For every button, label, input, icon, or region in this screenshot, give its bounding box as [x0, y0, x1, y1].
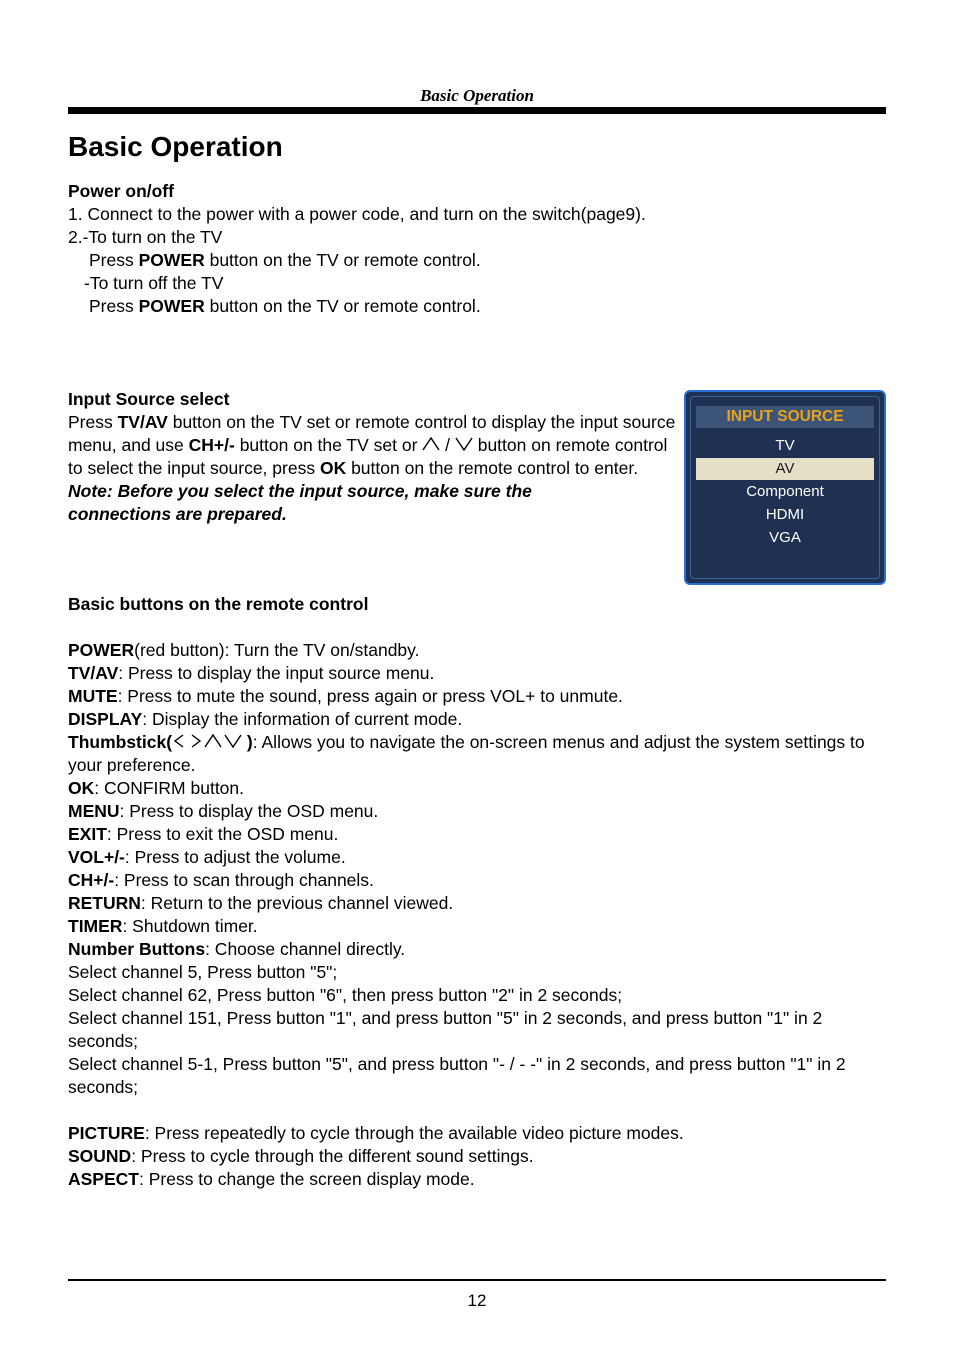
- power-section: [68, 180, 886, 318]
- power-on-rest: button on the TV or remote control.: [204, 250, 481, 270]
- key-label: TV/AV: [68, 663, 119, 683]
- key-label: PICTURE: [68, 1123, 145, 1143]
- key-label: CH+/-: [68, 870, 115, 890]
- key-label: OK: [68, 778, 95, 798]
- running-header: Basic Operation: [420, 86, 534, 105]
- key-description: : Press to change the screen display mode.: [138, 1169, 475, 1189]
- chevron-left-icon: [172, 733, 186, 749]
- input-note: Note: Before you select the input source, make sure the connections are prepared.: [68, 481, 532, 524]
- footer-rule: [68, 1279, 886, 1281]
- key-description: : Press to display the input source menu.: [118, 663, 435, 683]
- ch-key: CH+/-: [188, 435, 235, 455]
- chevron-up-icon: [422, 436, 440, 452]
- remote-heading: Basic buttons on the remote control: [68, 594, 369, 614]
- remote-entry: [68, 777, 886, 800]
- key-label: ASPECT: [68, 1169, 139, 1189]
- key-label: ): [242, 732, 253, 752]
- key-description: : Press repeatedly to cycle through the available video picture modes.: [144, 1123, 684, 1143]
- power-key: POWER: [138, 250, 205, 270]
- remote-entry: [68, 662, 886, 685]
- input-text-3: button on the TV set or: [234, 435, 423, 455]
- remote-entry: [68, 846, 886, 869]
- remote-entry: [68, 1168, 886, 1191]
- remote-entry: [68, 685, 886, 708]
- input-source-menu: [684, 390, 886, 585]
- input-text-4: button on remote control to select the input source, press: [68, 435, 668, 478]
- remote-entry: [68, 800, 886, 823]
- key-label: VOL+/-: [68, 847, 125, 867]
- menu-item-vga[interactable]: VGA: [769, 529, 801, 546]
- key-description: : Press to adjust the volume.: [124, 847, 346, 867]
- menu-title: INPUT SOURCE: [696, 406, 874, 428]
- spacer: [68, 1099, 886, 1122]
- number-example: Select channel 5, Press button "5";: [68, 962, 338, 982]
- key-description: (red button): Turn the TV on/standby.: [134, 640, 420, 660]
- remote-entry: [68, 892, 886, 915]
- key-description: : Press to cycle through the different sound settings.: [131, 1146, 534, 1166]
- power-line-5: [68, 295, 886, 318]
- input-heading: Input Source select: [68, 389, 230, 409]
- key-label: EXIT: [68, 824, 107, 844]
- power-line-3: [68, 249, 886, 272]
- chevron-up-icon: [204, 733, 224, 749]
- menu-item-hdmi[interactable]: HDMI: [765, 506, 805, 523]
- remote-section: [68, 593, 886, 1191]
- remote-entry: [68, 938, 886, 961]
- key-label: MENU: [68, 801, 120, 821]
- spacer: [68, 616, 886, 639]
- page-title: Basic Operation: [68, 131, 283, 162]
- number-example: Select channel 5-1, Press button "5", and press button "- / - -" in 2 seconds, and press button "1" in 2 seconds;: [68, 1054, 846, 1097]
- remote-entry: [68, 869, 886, 892]
- power-line-2: 2.-To turn on the TV: [68, 227, 223, 247]
- key-description: : Press to scan through channels.: [114, 870, 374, 890]
- menu-item-component[interactable]: Component: [746, 483, 824, 500]
- remote-entry: [68, 1145, 886, 1168]
- input-source-section: [68, 388, 678, 526]
- key-description: : Press to exit the OSD menu.: [106, 824, 339, 844]
- key-label: RETURN: [68, 893, 141, 913]
- tvav-key: TV/AV: [117, 412, 168, 432]
- input-text-2: button on the TV set or remote control to display the input source menu, and use: [68, 412, 676, 455]
- key-label: Number Buttons: [68, 939, 206, 959]
- menu-item-tv[interactable]: TV: [775, 437, 795, 454]
- menu-item-av[interactable]: AV: [696, 458, 874, 480]
- power-heading: Power on/off: [68, 181, 174, 201]
- key-label: DISPLAY: [68, 709, 143, 729]
- input-text-1: Press: [68, 412, 118, 432]
- header-rule: [68, 107, 886, 114]
- power-off-rest: button on the TV or remote control.: [204, 296, 481, 316]
- key-description: : Press to mute the sound, press again or press VOL+ to unmute.: [117, 686, 623, 706]
- input-text-5: button on the remote control to enter.: [346, 458, 639, 478]
- key-description: : Press to display the OSD menu.: [119, 801, 379, 821]
- chevron-down-icon: [224, 733, 242, 749]
- power-line-4: -To turn off the TV: [84, 273, 224, 293]
- remote-entry: [68, 639, 886, 662]
- chevron-down-icon: [455, 436, 473, 452]
- ok-key: OK: [319, 458, 347, 478]
- remote-entry: [68, 708, 886, 731]
- press-text: Press: [89, 250, 139, 270]
- remote-entry: [68, 915, 886, 938]
- key-description: : Display the information of current mode.: [142, 709, 463, 729]
- remote-entry: [68, 823, 886, 846]
- key-label: POWER: [68, 640, 135, 660]
- remote-entry-thumbstick: [68, 731, 886, 777]
- page-number: 12: [467, 1291, 487, 1310]
- key-description: : CONFIRM button.: [94, 778, 245, 798]
- power-key: POWER: [138, 296, 205, 316]
- number-example: Select channel 62, Press button "6", then press button "2" in 2 seconds;: [68, 985, 623, 1005]
- key-description: : Allows you to navigate the on-screen menus and adjust the system settings to your preference.: [68, 732, 865, 775]
- press-text: Press: [89, 296, 139, 316]
- chevron-right-icon: [186, 733, 204, 749]
- number-example: Select channel 151, Press button "1", and press button "5" in 2 seconds, and press button "1" in 2 seconds;: [68, 1008, 823, 1051]
- key-label: Thumbstick(: [68, 732, 173, 752]
- key-label: SOUND: [68, 1146, 132, 1166]
- key-description: : Choose channel directly.: [205, 939, 406, 959]
- slash-text: /: [440, 435, 455, 455]
- power-line-1: 1. Connect to the power with a power code, and turn on the switch(page9).: [68, 204, 646, 224]
- key-description: : Shutdown timer.: [122, 916, 258, 936]
- key-label: TIMER: [68, 916, 123, 936]
- remote-entry: [68, 1122, 886, 1145]
- input-paragraph: [68, 411, 678, 480]
- key-label: MUTE: [68, 686, 118, 706]
- key-description: : Return to the previous channel viewed.: [140, 893, 454, 913]
